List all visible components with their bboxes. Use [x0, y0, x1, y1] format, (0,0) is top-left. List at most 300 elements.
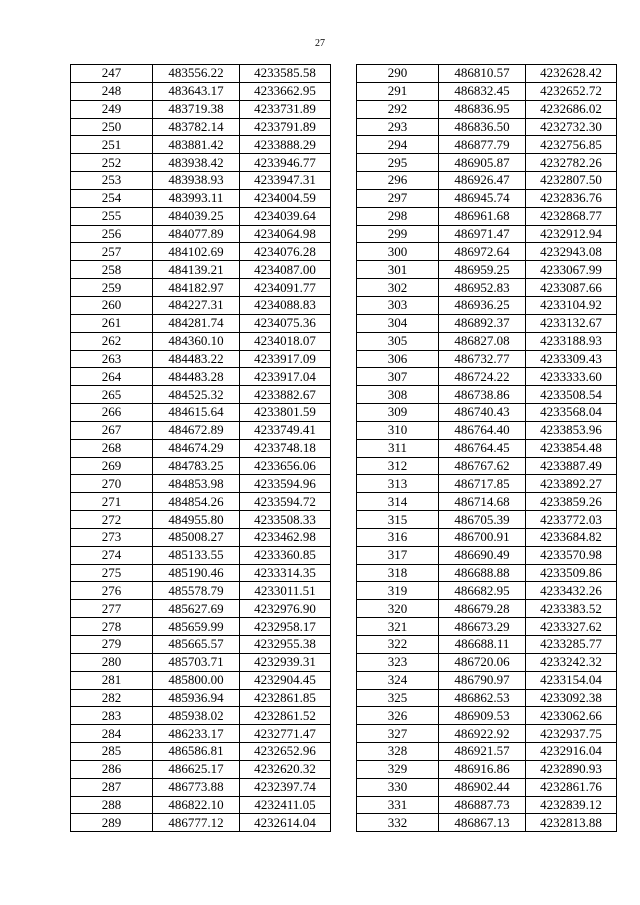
y-coordinate-cell: 4232937.75	[526, 725, 617, 743]
x-coordinate-cell: 486836.50	[439, 118, 526, 136]
table-row	[357, 100, 617, 118]
point-number-cell: 331	[357, 796, 439, 814]
point-number-cell: 274	[71, 546, 153, 564]
y-coordinate-cell: 4233594.72	[240, 493, 331, 511]
point-number-cell: 292	[357, 100, 439, 118]
y-coordinate-cell: 4232868.77	[526, 207, 617, 225]
x-coordinate-cell: 483938.42	[153, 154, 240, 172]
y-coordinate-cell: 4232771.47	[240, 725, 331, 743]
x-coordinate-cell: 483719.38	[153, 100, 240, 118]
x-coordinate-cell: 485578.79	[153, 582, 240, 600]
x-coordinate-cell: 486740.43	[439, 404, 526, 422]
point-number-cell: 300	[357, 243, 439, 261]
table-row	[71, 350, 331, 368]
x-coordinate-cell: 484227.31	[153, 296, 240, 314]
table-row	[357, 154, 617, 172]
y-coordinate-cell: 4233853.96	[526, 421, 617, 439]
y-coordinate-cell: 4232943.08	[526, 243, 617, 261]
point-number-cell: 314	[357, 493, 439, 511]
point-number-cell: 310	[357, 421, 439, 439]
point-number-cell: 256	[71, 225, 153, 243]
table-body	[357, 65, 617, 832]
point-number-cell: 265	[71, 386, 153, 404]
point-number-cell: 297	[357, 189, 439, 207]
table-row	[71, 386, 331, 404]
point-number-cell: 289	[71, 814, 153, 832]
y-coordinate-cell: 4234075.36	[240, 314, 331, 332]
y-coordinate-cell: 4233188.93	[526, 332, 617, 350]
point-number-cell: 254	[71, 189, 153, 207]
point-number-cell: 275	[71, 564, 153, 582]
x-coordinate-cell: 484281.74	[153, 314, 240, 332]
table-row	[71, 172, 331, 190]
y-coordinate-cell: 4233062.66	[526, 707, 617, 725]
x-coordinate-cell: 485659.99	[153, 618, 240, 636]
y-coordinate-cell: 4232836.76	[526, 189, 617, 207]
table-row	[357, 457, 617, 475]
point-number-cell: 325	[357, 689, 439, 707]
x-coordinate-cell: 484672.89	[153, 421, 240, 439]
table-row	[357, 653, 617, 671]
x-coordinate-cell: 486836.95	[439, 100, 526, 118]
x-coordinate-cell: 486732.77	[439, 350, 526, 368]
y-coordinate-cell: 4232916.04	[526, 743, 617, 761]
point-number-cell: 307	[357, 368, 439, 386]
x-coordinate-cell: 486790.97	[439, 671, 526, 689]
table-row	[71, 618, 331, 636]
x-coordinate-cell: 484525.32	[153, 386, 240, 404]
y-coordinate-cell: 4233772.03	[526, 511, 617, 529]
table-row	[71, 189, 331, 207]
point-number-cell: 281	[71, 671, 153, 689]
x-coordinate-cell: 486909.53	[439, 707, 526, 725]
table-row	[357, 421, 617, 439]
table-row	[357, 225, 617, 243]
x-coordinate-cell: 486738.86	[439, 386, 526, 404]
y-coordinate-cell: 4232756.85	[526, 136, 617, 154]
y-coordinate-cell: 4232912.94	[526, 225, 617, 243]
point-number-cell: 269	[71, 457, 153, 475]
point-number-cell: 294	[357, 136, 439, 154]
x-coordinate-cell: 486688.11	[439, 636, 526, 654]
table-row	[357, 528, 617, 546]
y-coordinate-cell: 4233132.67	[526, 314, 617, 332]
point-number-cell: 272	[71, 511, 153, 529]
point-number-cell: 287	[71, 778, 153, 796]
point-number-cell: 247	[71, 65, 153, 83]
table-row	[71, 582, 331, 600]
table-row	[71, 100, 331, 118]
x-coordinate-cell: 485800.00	[153, 671, 240, 689]
point-number-cell: 326	[357, 707, 439, 725]
table-row	[357, 386, 617, 404]
point-number-cell: 267	[71, 421, 153, 439]
point-number-cell: 286	[71, 760, 153, 778]
x-coordinate-cell: 486233.17	[153, 725, 240, 743]
x-coordinate-cell: 486902.44	[439, 778, 526, 796]
point-number-cell: 271	[71, 493, 153, 511]
point-number-cell: 323	[357, 653, 439, 671]
y-coordinate-cell: 4234088.83	[240, 296, 331, 314]
point-number-cell: 284	[71, 725, 153, 743]
point-number-cell: 252	[71, 154, 153, 172]
x-coordinate-cell: 485938.02	[153, 707, 240, 725]
table-row	[71, 778, 331, 796]
table-row	[357, 618, 617, 636]
x-coordinate-cell: 486688.88	[439, 564, 526, 582]
x-coordinate-cell: 486679.28	[439, 600, 526, 618]
point-number-cell: 324	[357, 671, 439, 689]
point-number-cell: 285	[71, 743, 153, 761]
y-coordinate-cell: 4234091.77	[240, 279, 331, 297]
table-row	[357, 368, 617, 386]
table-row	[71, 725, 331, 743]
x-coordinate-cell: 485190.46	[153, 564, 240, 582]
x-coordinate-cell: 484182.97	[153, 279, 240, 297]
x-coordinate-cell: 486936.25	[439, 296, 526, 314]
point-number-cell: 318	[357, 564, 439, 582]
table-row	[357, 314, 617, 332]
table-row	[357, 743, 617, 761]
table-row	[71, 511, 331, 529]
y-coordinate-cell: 4234076.28	[240, 243, 331, 261]
y-coordinate-cell: 4233509.86	[526, 564, 617, 582]
y-coordinate-cell: 4232861.85	[240, 689, 331, 707]
point-number-cell: 255	[71, 207, 153, 225]
table-row	[71, 404, 331, 422]
point-number-cell: 263	[71, 350, 153, 368]
x-coordinate-cell: 483993.11	[153, 189, 240, 207]
coordinates-table-left	[70, 64, 331, 832]
y-coordinate-cell: 4232397.74	[240, 778, 331, 796]
y-coordinate-cell: 4232890.93	[526, 760, 617, 778]
point-number-cell: 321	[357, 618, 439, 636]
y-coordinate-cell: 4233285.77	[526, 636, 617, 654]
table-row	[71, 279, 331, 297]
table-row	[357, 350, 617, 368]
table-row	[357, 207, 617, 225]
table-row	[71, 136, 331, 154]
point-number-cell: 332	[357, 814, 439, 832]
x-coordinate-cell: 486877.79	[439, 136, 526, 154]
x-coordinate-cell: 486690.49	[439, 546, 526, 564]
x-coordinate-cell: 485627.69	[153, 600, 240, 618]
table-row	[71, 82, 331, 100]
y-coordinate-cell: 4233570.98	[526, 546, 617, 564]
table-row	[357, 760, 617, 778]
x-coordinate-cell: 486972.64	[439, 243, 526, 261]
y-coordinate-cell: 4233917.09	[240, 350, 331, 368]
y-coordinate-cell: 4233432.26	[526, 582, 617, 600]
table-row	[71, 564, 331, 582]
table-row	[71, 368, 331, 386]
x-coordinate-cell: 486867.13	[439, 814, 526, 832]
x-coordinate-cell: 484853.98	[153, 475, 240, 493]
point-number-cell: 253	[71, 172, 153, 190]
table-row	[71, 796, 331, 814]
table-row	[71, 743, 331, 761]
table-row	[71, 707, 331, 725]
point-number-cell: 329	[357, 760, 439, 778]
point-number-cell: 251	[71, 136, 153, 154]
x-coordinate-cell: 484360.10	[153, 332, 240, 350]
x-coordinate-cell: 483556.22	[153, 65, 240, 83]
x-coordinate-cell: 485008.27	[153, 528, 240, 546]
y-coordinate-cell: 4233508.33	[240, 511, 331, 529]
y-coordinate-cell: 4233892.27	[526, 475, 617, 493]
y-coordinate-cell: 4232628.42	[526, 65, 617, 83]
x-coordinate-cell: 484139.21	[153, 261, 240, 279]
table-row	[71, 439, 331, 457]
y-coordinate-cell: 4233946.77	[240, 154, 331, 172]
table-row	[71, 600, 331, 618]
table-row	[357, 65, 617, 83]
x-coordinate-cell: 486767.62	[439, 457, 526, 475]
table-row	[357, 261, 617, 279]
table-row	[357, 582, 617, 600]
point-number-cell: 298	[357, 207, 439, 225]
x-coordinate-cell: 486714.68	[439, 493, 526, 511]
point-number-cell: 322	[357, 636, 439, 654]
table-row	[71, 314, 331, 332]
point-number-cell: 330	[357, 778, 439, 796]
point-number-cell: 308	[357, 386, 439, 404]
y-coordinate-cell: 4233656.06	[240, 457, 331, 475]
x-coordinate-cell: 485665.57	[153, 636, 240, 654]
y-coordinate-cell: 4233360.85	[240, 546, 331, 564]
y-coordinate-cell: 4233242.32	[526, 653, 617, 671]
table-row	[71, 154, 331, 172]
table-row	[71, 65, 331, 83]
point-number-cell: 257	[71, 243, 153, 261]
table-row	[357, 172, 617, 190]
point-number-cell: 277	[71, 600, 153, 618]
point-number-cell: 259	[71, 279, 153, 297]
table-row	[357, 475, 617, 493]
table-row	[71, 546, 331, 564]
point-number-cell: 291	[357, 82, 439, 100]
point-number-cell: 302	[357, 279, 439, 297]
table-row	[357, 243, 617, 261]
table-row	[357, 564, 617, 582]
y-coordinate-cell: 4232686.02	[526, 100, 617, 118]
y-coordinate-cell: 4234087.00	[240, 261, 331, 279]
table-row	[71, 225, 331, 243]
point-number-cell: 266	[71, 404, 153, 422]
point-number-cell: 311	[357, 439, 439, 457]
y-coordinate-cell: 4233154.04	[526, 671, 617, 689]
point-number-cell: 276	[71, 582, 153, 600]
table-row	[357, 118, 617, 136]
x-coordinate-cell: 486862.53	[439, 689, 526, 707]
y-coordinate-cell: 4233309.43	[526, 350, 617, 368]
x-coordinate-cell: 483782.14	[153, 118, 240, 136]
point-number-cell: 295	[357, 154, 439, 172]
x-coordinate-cell: 484039.25	[153, 207, 240, 225]
point-number-cell: 262	[71, 332, 153, 350]
x-coordinate-cell: 486921.57	[439, 743, 526, 761]
table-row	[357, 814, 617, 832]
table-row	[357, 778, 617, 796]
table-row	[357, 136, 617, 154]
y-coordinate-cell: 4233684.82	[526, 528, 617, 546]
x-coordinate-cell: 486971.47	[439, 225, 526, 243]
x-coordinate-cell: 486777.12	[153, 814, 240, 832]
point-number-cell: 280	[71, 653, 153, 671]
x-coordinate-cell: 486717.85	[439, 475, 526, 493]
x-coordinate-cell: 485133.55	[153, 546, 240, 564]
x-coordinate-cell: 486827.08	[439, 332, 526, 350]
y-coordinate-cell: 4233917.04	[240, 368, 331, 386]
y-coordinate-cell: 4232904.45	[240, 671, 331, 689]
point-number-cell: 313	[357, 475, 439, 493]
y-coordinate-cell: 4233383.52	[526, 600, 617, 618]
x-coordinate-cell: 486705.39	[439, 511, 526, 529]
y-coordinate-cell: 4233882.67	[240, 386, 331, 404]
point-number-cell: 312	[357, 457, 439, 475]
y-coordinate-cell: 4233748.18	[240, 439, 331, 457]
y-coordinate-cell: 4232782.26	[526, 154, 617, 172]
point-number-cell: 304	[357, 314, 439, 332]
table-row	[71, 207, 331, 225]
point-number-cell: 306	[357, 350, 439, 368]
y-coordinate-cell: 4233508.54	[526, 386, 617, 404]
y-coordinate-cell: 4233333.60	[526, 368, 617, 386]
table-row	[71, 689, 331, 707]
table-body	[71, 65, 331, 832]
table-row	[71, 118, 331, 136]
y-coordinate-cell: 4233887.49	[526, 457, 617, 475]
x-coordinate-cell: 486922.92	[439, 725, 526, 743]
x-coordinate-cell: 486810.57	[439, 65, 526, 83]
table-row	[71, 421, 331, 439]
x-coordinate-cell: 486926.47	[439, 172, 526, 190]
point-number-cell: 327	[357, 725, 439, 743]
y-coordinate-cell: 4233087.66	[526, 279, 617, 297]
y-coordinate-cell: 4233801.59	[240, 404, 331, 422]
table-row	[357, 296, 617, 314]
point-number-cell: 315	[357, 511, 439, 529]
point-number-cell: 278	[71, 618, 153, 636]
y-coordinate-cell: 4233011.51	[240, 582, 331, 600]
point-number-cell: 319	[357, 582, 439, 600]
table-row	[71, 636, 331, 654]
table-row	[71, 296, 331, 314]
table-row	[357, 636, 617, 654]
x-coordinate-cell: 486822.10	[153, 796, 240, 814]
coordinates-table-right	[356, 64, 617, 832]
point-number-cell: 290	[357, 65, 439, 83]
table-row	[71, 760, 331, 778]
y-coordinate-cell: 4232958.17	[240, 618, 331, 636]
point-number-cell: 270	[71, 475, 153, 493]
table-row	[357, 82, 617, 100]
y-coordinate-cell: 4232976.90	[240, 600, 331, 618]
y-coordinate-cell: 4233462.98	[240, 528, 331, 546]
point-number-cell: 282	[71, 689, 153, 707]
y-coordinate-cell: 4233568.04	[526, 404, 617, 422]
y-coordinate-cell: 4233859.26	[526, 493, 617, 511]
x-coordinate-cell: 486945.74	[439, 189, 526, 207]
x-coordinate-cell: 486586.81	[153, 743, 240, 761]
y-coordinate-cell: 4233791.89	[240, 118, 331, 136]
table-row	[71, 528, 331, 546]
x-coordinate-cell: 484955.80	[153, 511, 240, 529]
x-coordinate-cell: 484854.26	[153, 493, 240, 511]
table-row	[357, 689, 617, 707]
y-coordinate-cell: 4233067.99	[526, 261, 617, 279]
table-row	[357, 511, 617, 529]
y-coordinate-cell: 4232839.12	[526, 796, 617, 814]
point-number-cell: 303	[357, 296, 439, 314]
x-coordinate-cell: 484077.89	[153, 225, 240, 243]
x-coordinate-cell: 484674.29	[153, 439, 240, 457]
point-number-cell: 261	[71, 314, 153, 332]
y-coordinate-cell: 4233947.31	[240, 172, 331, 190]
x-coordinate-cell: 483938.93	[153, 172, 240, 190]
y-coordinate-cell: 4234039.64	[240, 207, 331, 225]
y-coordinate-cell: 4233662.95	[240, 82, 331, 100]
x-coordinate-cell: 486625.17	[153, 760, 240, 778]
point-number-cell: 249	[71, 100, 153, 118]
y-coordinate-cell: 4232939.31	[240, 653, 331, 671]
table-row	[71, 332, 331, 350]
table-row	[71, 493, 331, 511]
y-coordinate-cell: 4232614.04	[240, 814, 331, 832]
table-row	[71, 653, 331, 671]
x-coordinate-cell: 484102.69	[153, 243, 240, 261]
point-number-cell: 268	[71, 439, 153, 457]
x-coordinate-cell: 486724.22	[439, 368, 526, 386]
y-coordinate-cell: 4233731.89	[240, 100, 331, 118]
table-row	[357, 796, 617, 814]
x-coordinate-cell: 486961.68	[439, 207, 526, 225]
point-number-cell: 288	[71, 796, 153, 814]
table-row	[357, 404, 617, 422]
point-number-cell: 317	[357, 546, 439, 564]
y-coordinate-cell: 4234018.07	[240, 332, 331, 350]
y-coordinate-cell: 4233585.58	[240, 65, 331, 83]
y-coordinate-cell: 4233888.29	[240, 136, 331, 154]
page-number: 27	[315, 38, 325, 49]
y-coordinate-cell: 4234064.98	[240, 225, 331, 243]
y-coordinate-cell: 4232807.50	[526, 172, 617, 190]
y-coordinate-cell: 4233314.35	[240, 564, 331, 582]
x-coordinate-cell: 486832.45	[439, 82, 526, 100]
x-coordinate-cell: 486720.06	[439, 653, 526, 671]
y-coordinate-cell: 4233594.96	[240, 475, 331, 493]
x-coordinate-cell: 486887.73	[439, 796, 526, 814]
x-coordinate-cell: 486682.95	[439, 582, 526, 600]
x-coordinate-cell: 486905.87	[439, 154, 526, 172]
point-number-cell: 301	[357, 261, 439, 279]
y-coordinate-cell: 4233327.62	[526, 618, 617, 636]
point-number-cell: 248	[71, 82, 153, 100]
x-coordinate-cell: 486892.37	[439, 314, 526, 332]
y-coordinate-cell: 4232652.96	[240, 743, 331, 761]
y-coordinate-cell: 4233104.92	[526, 296, 617, 314]
point-number-cell: 316	[357, 528, 439, 546]
point-number-cell: 283	[71, 707, 153, 725]
point-number-cell: 264	[71, 368, 153, 386]
x-coordinate-cell: 486916.86	[439, 760, 526, 778]
y-coordinate-cell: 4232620.32	[240, 760, 331, 778]
point-number-cell: 279	[71, 636, 153, 654]
x-coordinate-cell: 486764.45	[439, 439, 526, 457]
table-row	[71, 261, 331, 279]
y-coordinate-cell: 4232732.30	[526, 118, 617, 136]
x-coordinate-cell: 485936.94	[153, 689, 240, 707]
